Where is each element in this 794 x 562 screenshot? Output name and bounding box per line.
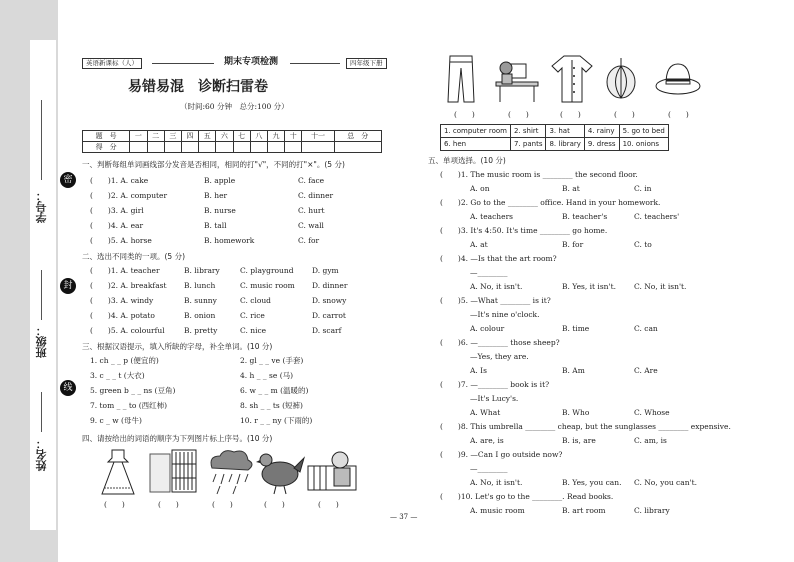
score-cell: 二	[147, 131, 164, 142]
option-item: B. Yes, you can.	[562, 478, 622, 487]
class-line	[41, 270, 42, 320]
option-item: B. at	[562, 184, 580, 193]
score-input[interactable]	[216, 142, 233, 153]
question-item: ( )2. Go to the ________ office. Hand in your homework.	[440, 198, 661, 207]
question-item: ( )3. A. windy	[90, 296, 154, 305]
question-line: —It's Lucy's.	[470, 394, 519, 403]
question-line: —________	[470, 268, 508, 277]
page-number: — 37 —	[390, 513, 418, 521]
name-label: 姓名：	[35, 438, 48, 471]
question-item: ( )3. It's 4:50. It's time ________ go home.	[440, 226, 608, 235]
option-item: C. nice	[240, 326, 267, 335]
score-input[interactable]	[302, 142, 334, 153]
question-item: ( )8. This umbrella ________ cheap, but the sunglasses ________ expensive.	[440, 422, 731, 431]
grade-tag: 四年级下册	[346, 58, 387, 69]
fill-in-item: 8. sh _ _ ts (短裤)	[240, 401, 303, 410]
option-item: B. library	[184, 266, 220, 275]
question-line: —It's nine o'clock.	[470, 310, 540, 319]
option-item: A. No, it isn't.	[470, 478, 523, 487]
option-item: C. to	[634, 240, 652, 249]
score-cell: 总 分	[334, 131, 381, 142]
answer-paren[interactable]: ( )	[104, 500, 125, 509]
rainy-picture	[204, 446, 256, 496]
score-cell: 十一	[302, 131, 334, 142]
question-item: ( )1. A. teacher	[90, 266, 160, 275]
name-line	[41, 392, 42, 432]
score-cell: 八	[250, 131, 267, 142]
fill-in-item: 2. gl _ _ ve (手套)	[240, 356, 304, 365]
shirt-picture	[550, 54, 594, 104]
divider	[290, 63, 340, 64]
option-item: C. teachers'	[634, 212, 680, 221]
option-item: C. music room	[240, 281, 295, 290]
score-row-header	[83, 131, 382, 142]
option-item: B. art room	[562, 506, 606, 515]
option-item: A. colour	[470, 324, 505, 333]
option-item: B. Yes, it isn't.	[562, 282, 616, 291]
question-item: ( )9. —Can I go outside now?	[440, 450, 563, 459]
pants-picture	[446, 54, 476, 104]
option-item: B. homework	[204, 236, 255, 245]
option-item: D. gym	[312, 266, 339, 275]
question-item: ( )7. —________ book is it?	[440, 380, 550, 389]
option-item: A. at	[470, 240, 488, 249]
option-item: C. for	[298, 236, 320, 245]
option-item: C. hurt	[298, 206, 325, 215]
score-cell: 三	[164, 131, 181, 142]
option-item: B. nurse	[204, 206, 236, 215]
fill-in-item: 10. r _ _ ny (下雨的)	[240, 416, 313, 425]
option-item: C. playground	[240, 266, 294, 275]
question-item: ( )10. Let's go to the ________. Read books.	[440, 492, 614, 501]
option-item: B. for	[562, 240, 584, 249]
hen-picture	[256, 446, 306, 496]
score-cell: 四	[181, 131, 198, 142]
score-cell: 得 分	[83, 142, 130, 153]
seal-mark: 封	[60, 278, 76, 294]
option-item: C. No, it isn't.	[634, 282, 687, 291]
divider	[152, 63, 214, 64]
option-item: C. can	[634, 324, 658, 333]
fill-in-item: 7. tom _ _ to (西红柿)	[90, 401, 168, 410]
question-item: ( )6. —________ those sheep?	[440, 338, 560, 347]
question-item: ( )2. A. breakfast	[90, 281, 167, 290]
score-row-values	[83, 142, 382, 153]
option-item: C. No, you can't.	[634, 478, 698, 487]
fill-in-item: 5. green b _ _ ns (豆角)	[90, 386, 176, 395]
word-item: 7. pants	[511, 138, 546, 151]
fill-in-item: 9. c _ w (母牛)	[90, 416, 142, 425]
word-item: 5. go to bed	[619, 125, 668, 138]
question-item: ( )5. —What ________ is it?	[440, 296, 551, 305]
option-item: B. her	[204, 191, 228, 200]
word-item: 3. hat	[546, 125, 584, 138]
score-input[interactable]	[285, 142, 302, 153]
library-picture	[148, 448, 200, 496]
seal-mark: 线	[60, 380, 76, 396]
word-item: 8. library	[546, 138, 584, 151]
go-to-bed-picture	[306, 446, 358, 496]
option-item: B. pretty	[184, 326, 218, 335]
question-line: —________	[470, 464, 508, 473]
page-title: 易错易混 诊断扫雷卷	[128, 79, 268, 95]
score-input[interactable]	[181, 142, 198, 153]
answer-paren[interactable]: ( )	[212, 500, 233, 509]
section-3-title: 三、根据汉语提示，填入所缺的字母，补全单词。(10 分)	[82, 342, 273, 351]
option-item: B. apple	[204, 176, 236, 185]
word-row	[441, 138, 669, 151]
answer-paren[interactable]: ( )	[668, 110, 689, 119]
answer-paren[interactable]: ( )	[264, 500, 285, 509]
option-item: A. Is	[470, 366, 487, 375]
option-item: B. Who	[562, 408, 590, 417]
option-item: A. No, it isn't.	[470, 282, 523, 291]
option-item: A. are, is	[470, 436, 504, 445]
answer-paren[interactable]: ( )	[560, 110, 581, 119]
fill-in-item: 3. c _ _ t (大衣)	[90, 371, 145, 380]
question-item: ( )1. A. cake	[90, 176, 149, 185]
word-item: 10. onions	[619, 138, 668, 151]
score-cell: 五	[199, 131, 216, 142]
score-input[interactable]	[199, 142, 216, 153]
question-item: ( )4. A. ear	[90, 221, 144, 230]
option-item: A. on	[470, 184, 490, 193]
score-cell: 一	[130, 131, 147, 142]
option-item: B. Am	[562, 366, 585, 375]
word-item: 9. dress	[584, 138, 619, 151]
answer-paren[interactable]: ( )	[614, 110, 635, 119]
option-item: A. music room	[470, 506, 525, 515]
option-item: C. wall	[298, 221, 324, 230]
answer-paren[interactable]: ( )	[318, 500, 339, 509]
option-item: C. face	[298, 176, 325, 185]
option-item: C. Whose	[634, 408, 670, 417]
edition-tag: 英语新课标（人）	[82, 58, 142, 69]
question-item: ( )5. A. horse	[90, 236, 152, 245]
option-item: C. rice	[240, 311, 265, 320]
class-label: 班级：	[35, 325, 48, 358]
hat-picture	[654, 58, 702, 98]
option-item: C. Are	[634, 366, 658, 375]
page-subtitle: （时间:60 分钟 总分:100 分）	[180, 102, 289, 111]
number-line	[41, 100, 42, 180]
question-item: ( )2. A. computer	[90, 191, 168, 200]
word-item: 6. hen	[441, 138, 511, 151]
word-item: 1. computer room	[441, 125, 511, 138]
question-line: —Yes, they are.	[470, 352, 529, 361]
option-item: C. in	[634, 184, 652, 193]
option-item: D. dinner	[312, 281, 348, 290]
option-item: C. library	[634, 506, 670, 515]
option-item: D. carrot	[312, 311, 346, 320]
section-5-title: 五、单项选择。(10 分)	[428, 156, 506, 165]
option-item: B. sunny	[184, 296, 217, 305]
section-4-title: 四、请按给出的词语的顺序为下列图片标上序号。(10 分)	[82, 434, 273, 443]
option-item: B. time	[562, 324, 590, 333]
option-item: B. is, are	[562, 436, 596, 445]
word-item: 2. shirt	[511, 125, 546, 138]
score-cell: 题 号	[83, 131, 130, 142]
number-label: 学号：	[35, 190, 48, 223]
word-item: 4. rainy	[584, 125, 619, 138]
answer-paren[interactable]: ( )	[508, 110, 529, 119]
question-item: ( )4. A. potato	[90, 311, 155, 320]
score-cell: 七	[233, 131, 250, 142]
score-input[interactable]	[233, 142, 250, 153]
computer-room-picture	[494, 54, 540, 104]
seal-mark: 密	[60, 172, 76, 188]
fill-in-item: 4. h _ _ se (马)	[240, 371, 294, 380]
option-item: A. What	[470, 408, 501, 417]
answer-paren[interactable]: ( )	[158, 500, 179, 509]
fill-in-item: 6. w _ _ m (温暖的)	[240, 386, 309, 395]
option-item: B. lunch	[184, 281, 216, 290]
score-cell: 九	[267, 131, 284, 142]
word-list-box	[440, 124, 669, 151]
word-row	[441, 125, 669, 138]
score-table	[82, 130, 382, 153]
score-input[interactable]	[334, 142, 381, 153]
header-center: 期末专项检测	[224, 57, 279, 67]
option-item: B. tall	[204, 221, 227, 230]
option-item: C. cloud	[240, 296, 271, 305]
score-input[interactable]	[130, 142, 147, 153]
onions-picture	[604, 56, 638, 102]
section-1-title: 一、判断每组单词画线部分发音是否相同，相同的打"√"，不同的打"×"。(5 分)	[82, 160, 345, 169]
option-item: D. scarf	[312, 326, 342, 335]
section-2-title: 二、选出不同类的一项。(5 分)	[82, 252, 186, 261]
score-input[interactable]	[164, 142, 181, 153]
question-item: ( )5. A. colourful	[90, 326, 165, 335]
score-input[interactable]	[147, 142, 164, 153]
option-item: A. teachers	[470, 212, 514, 221]
option-item: D. snowy	[312, 296, 347, 305]
question-item: ( )1. The music room is ________ the second floor.	[440, 170, 638, 179]
option-item: C. dinner	[298, 191, 334, 200]
answer-paren[interactable]: ( )	[454, 110, 475, 119]
score-cell: 六	[216, 131, 233, 142]
option-item: C. am, is	[634, 436, 667, 445]
fill-in-item: 1. ch _ _ p (便宜的)	[90, 356, 159, 365]
dress-picture	[98, 448, 138, 496]
option-item: B. teacher's	[562, 212, 608, 221]
score-input[interactable]	[267, 142, 284, 153]
question-item: ( )3. A. girl	[90, 206, 144, 215]
score-cell: 十	[285, 131, 302, 142]
score-input[interactable]	[250, 142, 267, 153]
option-item: B. onion	[184, 311, 216, 320]
question-item: ( )4. —Is that the art room?	[440, 254, 557, 263]
